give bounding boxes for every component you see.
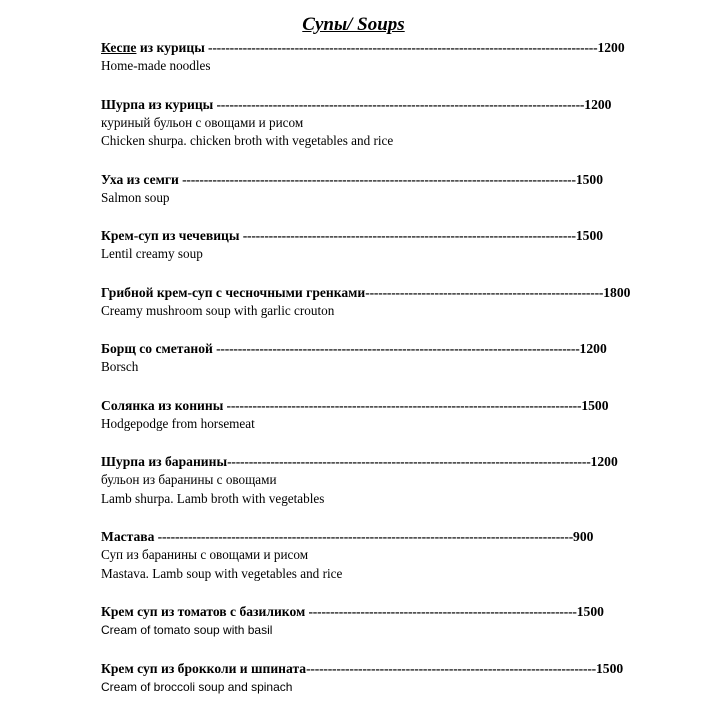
dish-price: 1200 (579, 341, 607, 356)
menu-item (101, 38, 676, 76)
dish-description: Salmon soup (101, 189, 170, 205)
menu-item (101, 527, 676, 583)
dish-name: из курицы (136, 40, 205, 55)
dish-name: Крем-суп из чечевицы (101, 228, 240, 243)
menu-item (101, 396, 676, 434)
dish-description: Lamb shurpa. Lamb broth with vegetables (101, 490, 325, 506)
menu-item-heading (101, 170, 676, 189)
dot-leader: ------------------------------------------------------------------------------------- (213, 96, 585, 112)
dot-leader: ------------------------------------------------------------------------------------------ (204, 40, 598, 55)
dish-description: Creamy mushroom soup with garlic crouton (101, 302, 335, 318)
menu-item-heading (101, 283, 676, 302)
menu-item (101, 226, 676, 264)
menu-item-heading (101, 527, 676, 546)
dot-leader: ----------------------------------------------------------------------------- (239, 228, 576, 243)
dish-name: Шурпа из баранины (101, 454, 228, 469)
dish-description: Chicken shurpa. chicken broth with vegetables and rice (101, 133, 394, 148)
dish-description: Cream of tomato soup with basil (101, 623, 273, 637)
menu-item (101, 170, 676, 208)
menu-item-heading (101, 339, 676, 358)
dish-price: 1500 (575, 171, 604, 187)
menu-item-heading (101, 602, 676, 621)
dish-name: Грибной крем-суп с чесночными гренками (101, 284, 366, 300)
dish-description: Mastava. Lamb soup with vegetables and rice (101, 565, 343, 581)
dish-price: 1200 (597, 40, 625, 55)
dish-description: Hodgepodge from horsemeat (101, 415, 255, 431)
page-title: Супы/ Soups (302, 14, 405, 35)
dish-price: 1500 (576, 604, 604, 619)
menu-item-heading (101, 226, 676, 245)
dot-leader: ------------------------------------------------------------------------------------------------ (154, 529, 574, 544)
dot-leader: -------------------------------------------------------------- (305, 604, 577, 619)
dish-description: Home-made noodles (101, 58, 211, 73)
menu-item (101, 339, 676, 377)
dish-name: Борщ со сметаной (101, 341, 213, 356)
dot-leader: ------------------------------------------------------------------------------------ (212, 341, 580, 356)
dish-description-ru: бульон из баранины с овощами (101, 472, 277, 487)
dish-description: Lentil creamy soup (101, 246, 203, 261)
menu-item (101, 95, 676, 151)
dish-price: 1500 (575, 228, 604, 243)
dish-name: Уха из семги (101, 171, 179, 187)
dish-name: Солянка из конины (101, 397, 224, 413)
menu-item-heading (101, 95, 676, 114)
menu-item-heading (101, 659, 676, 678)
menu-item (101, 602, 676, 640)
dish-price: 1200 (584, 96, 612, 112)
dish-name-underlined: Кеспе (101, 40, 137, 55)
dish-description-ru: Суп из баранины с овощами и рисом (101, 547, 309, 562)
menu-item (101, 283, 676, 321)
dot-leader: ------------------------------------------------------------------- (306, 660, 596, 676)
soup-menu-list (101, 38, 676, 696)
dish-price: 1800 (603, 284, 631, 300)
dish-description: Cream of broccoli soup and spinach (101, 679, 293, 694)
dish-price: 1200 (590, 454, 618, 469)
dish-name: Шурпа из курицы (101, 96, 214, 112)
dish-price: 1500 (581, 397, 609, 413)
dish-price: 1500 (596, 660, 624, 676)
menu-item (101, 659, 676, 697)
dish-name: Мастава (101, 529, 155, 544)
dish-price: 900 (573, 529, 594, 544)
dish-name: Крем суп из томатов с базиликом (101, 604, 306, 619)
dot-leader: ------------------------------------------------------------------------------------------- (178, 171, 576, 187)
menu-item (101, 452, 676, 508)
dish-description-ru: куриный бульон с овощами и рисом (101, 114, 304, 130)
dot-leader: ------------------------------------------------------------------------------------ (227, 454, 591, 469)
dish-name: Крем суп из брокколи и шпината (101, 660, 307, 676)
menu-item-heading (101, 396, 676, 415)
dish-description: Borsch (101, 359, 139, 374)
menu-item-heading (101, 452, 676, 471)
menu-item-heading (101, 38, 676, 57)
dot-leader: ------------------------------------------------------- (365, 284, 604, 300)
dot-leader: ---------------------------------------------------------------------------------- (223, 397, 582, 413)
